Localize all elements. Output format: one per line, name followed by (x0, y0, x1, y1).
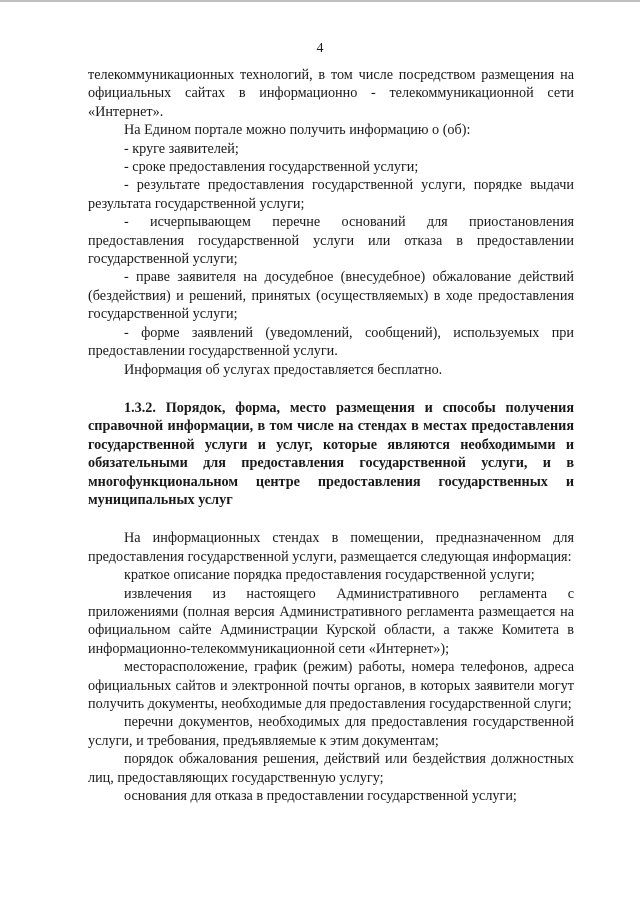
list-item: - круге заявителей; (124, 140, 239, 157)
list-item: - праве заявителя на досудебное (внесудебное) обжалование действий (бездействия) и решений, принятых (осуществляемых) в ходе предоставления государственной услуги; (88, 269, 574, 323)
list-item: месторасположение, график (режим) работы, номера телефонов, адреса официальных сайтов и электронной почты органов, в которых заявители могут получить документы, необходимые для предоставления государственной слуги; (88, 659, 574, 712)
list-item: - сроке предоставления государственной услуги; (124, 159, 419, 176)
list-item: извлечения из настоящего Административного регламента с приложениями (полная версия Административного регламента размещается на официальном сайте Администрации Курской области, а также Комитета в информационно-телекоммуникационной сети «Интернет»); (88, 585, 574, 657)
paragraph: На информационных стендах в помещении, предназначенном для предоставления государственной услуги, размещается следующая информация: (88, 530, 574, 565)
list-item: - результате предоставления государственной услуги, порядке выдачи результата государственной услуги; (88, 177, 574, 212)
paragraph: Информация об услугах предоставляется бесплатно. (124, 361, 443, 378)
scan-top-edge (0, 0, 640, 2)
list-item: порядок обжалования решения, действий или бездействия должностных лиц, предоставляющих государственную услугу; (88, 751, 574, 786)
list-item: краткое описание порядка предоставления государственной услуги; (124, 567, 535, 584)
list-item: - форме заявлений (уведомлений, сообщений), используемых при предоставлении государственной услуги. (88, 324, 574, 360)
list-item: перечни документов, необходимых для предоставления государственной услуги, и требования, предъявляемые к этим документам; (88, 714, 574, 749)
paragraph: На Едином портале можно получить информацию о (об): (124, 122, 471, 139)
paragraph: телекоммуникационных технологий, в том числе посредством размещения на официальных сайтах в информационно - телекоммуникационной сети «Интернет». (88, 67, 574, 120)
section-heading: 1.3.2. Порядок, форма, место размещения и способы получения справочной информации, в том числе на стендах в местах предоставления государственной услуги и услуг, которые являются необходимыми и обязательными для предоставления государственной услуги, и в многофункциональном центре предоставления государственных и муниципальных услуг (88, 399, 574, 508)
page-number: 4 (316, 41, 324, 56)
list-item: - исчерпывающем перечне оснований для приостановления предоставления государственной услуги или отказа в предоставлении государственной услуги; (88, 214, 574, 268)
document-body (88, 66, 574, 805)
list-item: основания для отказа в предоставлении государственной услуги; (124, 788, 517, 805)
